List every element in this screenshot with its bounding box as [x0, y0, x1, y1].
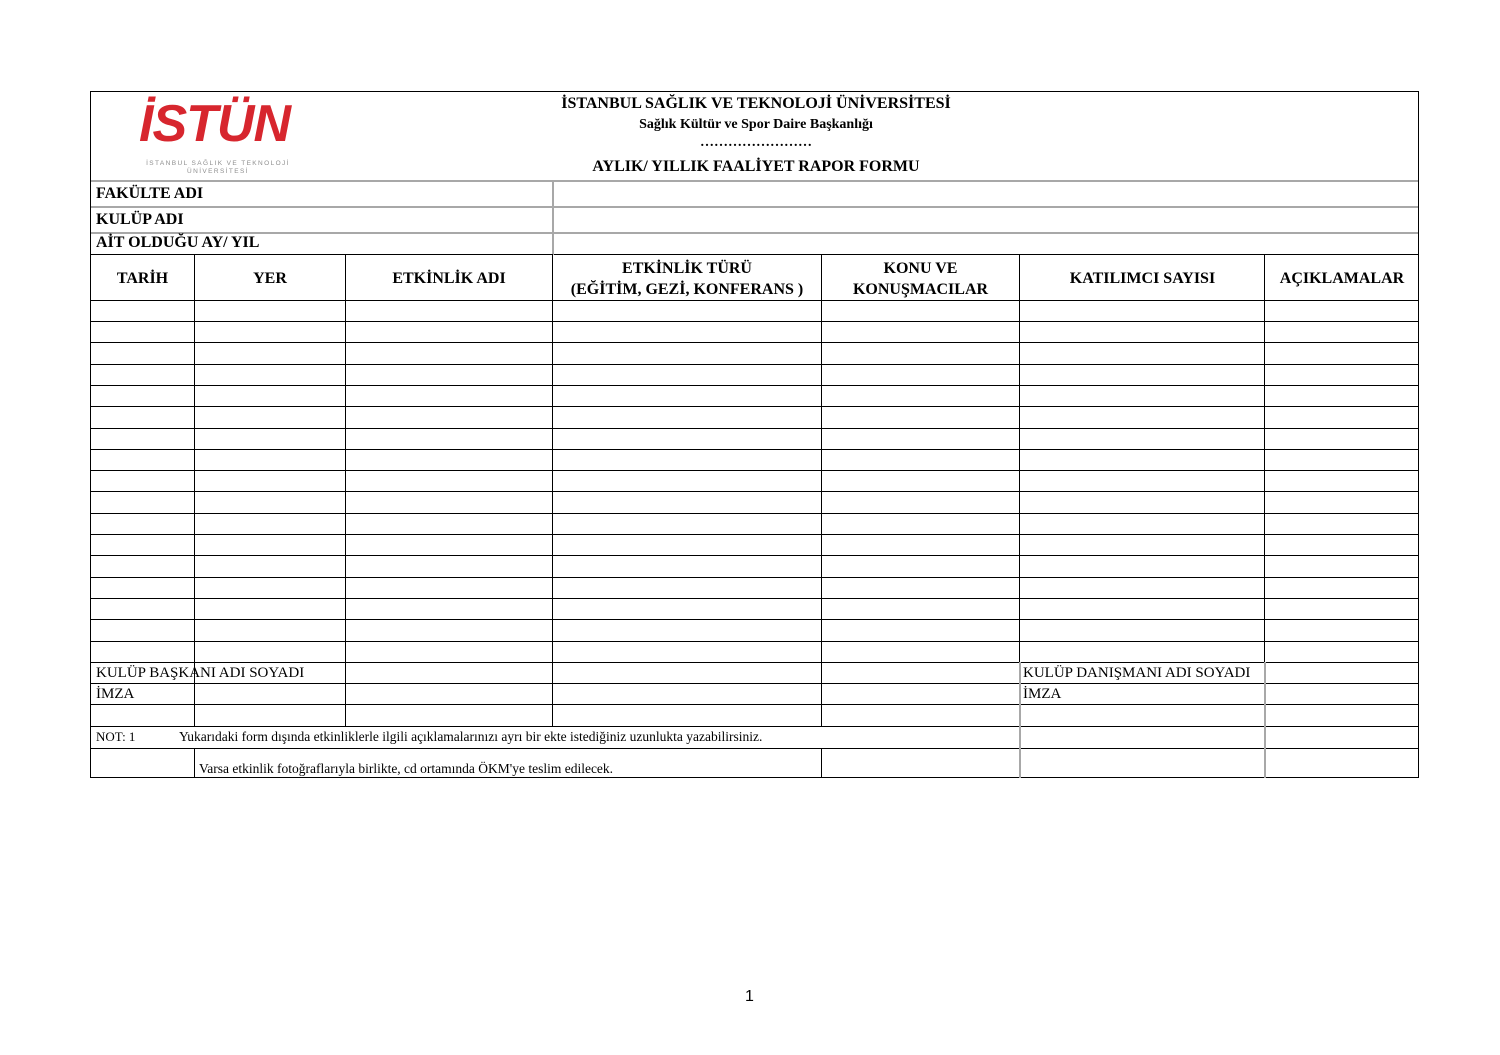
period-row [91, 234, 1418, 255]
form-header [91, 92, 1418, 182]
faculty-row [91, 182, 1418, 208]
col-place: YER [253, 270, 287, 287]
advisor-name-label: KULÜP DANIŞMANI ADI SOYADI [1023, 665, 1251, 681]
col-event-name: ETKİNLİK ADI [392, 270, 506, 287]
page-number: 1 [745, 988, 754, 1005]
col-date: TARİH [116, 270, 169, 287]
president-sign-label: İMZA [96, 686, 135, 702]
faculty-label: FAKÜLTE ADI [96, 185, 204, 202]
university-name: İSTANBUL SAĞLIK VE TEKNOLOJİ ÜNİVERSİTESİ [561, 95, 951, 112]
university-logo [135, 95, 301, 178]
note-2: Varsa etkinlik fotoğraflarıyla birlikte, cd ortamında ÖKM'ye teslim edilecek. [199, 761, 614, 776]
header-dots: …………………… [700, 135, 812, 150]
note-1: Yukarıdaki form dışında etkinliklerle ilgili açıklamalarınızı ayrı bir ekte istediğiniz uzunlukta yazabilirsiniz. [179, 729, 763, 744]
col-event-type: ETKİNLİK TÜRÜ (EĞİTİM, GEZİ, KONFERANS ) [570, 260, 804, 298]
period-label: AİT OLDUĞU AY/ YIL [96, 234, 260, 251]
col-topic: KONU VE KONUŞMACILAR [852, 260, 989, 298]
president-name-label: KULÜP BAŞKANI ADI SOYADI [96, 665, 305, 681]
logo-subtitle: İSTANBUL SAĞLIK VE TEKNOLOJİ ÜNİVERSİTESİ [146, 160, 290, 175]
form-title: AYLIK/ YILLIK FAALİYET RAPOR FORMU [592, 158, 920, 175]
department-name: Sağlık Kültür ve Spor Daire Başkanlığı [639, 117, 873, 132]
note-label: NOT: 1 [96, 729, 136, 744]
logo-wordmark: İSTÜN [139, 95, 290, 153]
advisor-sign-label: İMZA [1023, 686, 1062, 702]
col-notes: AÇIKLAMALAR [1279, 270, 1405, 287]
report-form [90, 91, 1419, 778]
club-label: KULÜP ADI [96, 211, 184, 228]
club-row [91, 208, 1418, 234]
col-participants: KATILIMCI SAYISI [1069, 270, 1216, 287]
